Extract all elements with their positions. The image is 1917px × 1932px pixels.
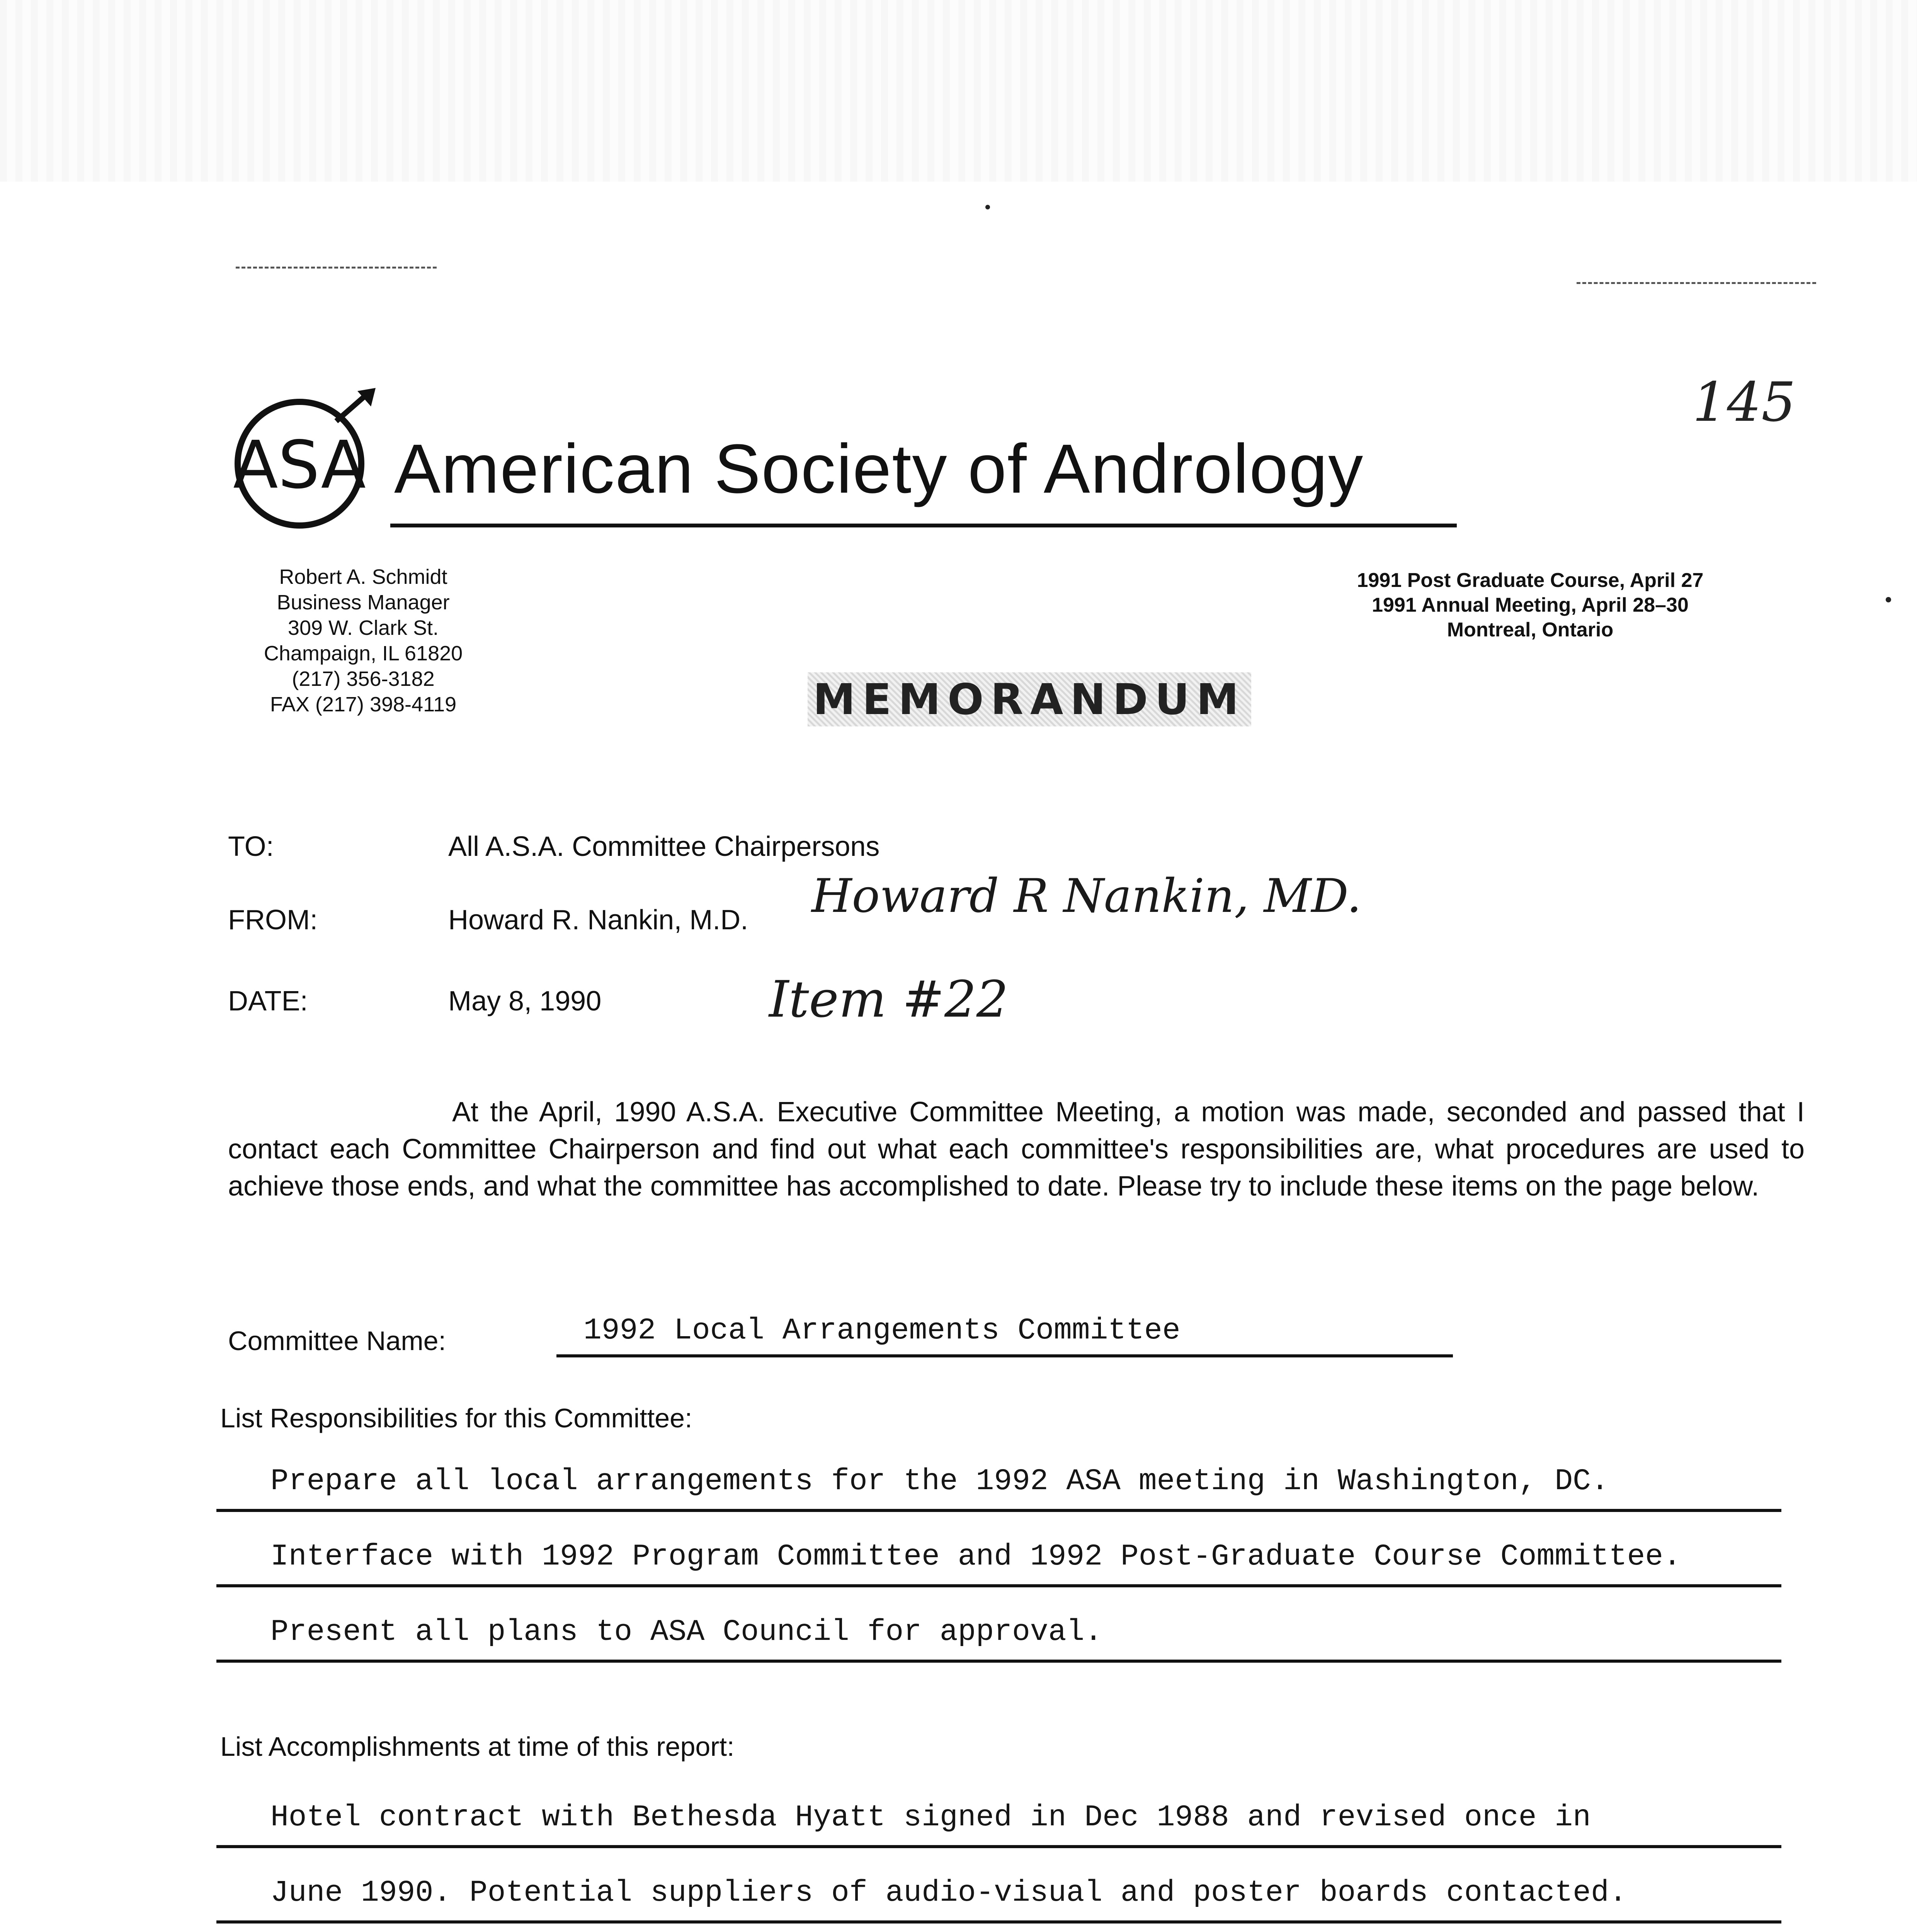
committee-name-label: Committee Name: xyxy=(228,1326,446,1356)
business-manager-address xyxy=(216,564,510,717)
meeting-info-line: 1991 Post Graduate Course, April 27 xyxy=(1357,569,1704,592)
business-manager-line: Champaign, IL 61820 xyxy=(264,642,463,665)
responsibility-rule xyxy=(216,1509,1781,1512)
business-manager-line: Robert A. Schmidt xyxy=(279,565,447,588)
to-label: TO: xyxy=(228,831,274,862)
accomplishment-rule xyxy=(216,1845,1781,1848)
item-number-note: Item #22 xyxy=(769,970,1009,1029)
intro-text: At the April, 1990 A.S.A. Executive Committee Meeting, a motion was made, seconded and passed that I contact each Committee Chairperson and find out what each committee's responsibilities are, what procedures are used to achieve those ends, and what the committee has accomplished to date. Please try to include these items on the page below. xyxy=(228,1097,1805,1202)
responsibility-line: Present all plans to ASA Council for approval. xyxy=(270,1615,1103,1649)
letterhead-rule xyxy=(390,524,1457,527)
asa-logo-text: ASA xyxy=(233,427,366,503)
business-manager-line: FAX (217) 398-4119 xyxy=(270,693,457,716)
business-manager-line: 309 W. Clark St. xyxy=(287,616,439,639)
accomplishment-line: June 1990. Potential suppliers of audio-visual and poster boards contacted. xyxy=(270,1876,1627,1910)
memo-title: MEMORANDUM xyxy=(808,672,1251,726)
intro-paragraph xyxy=(228,1094,1805,1205)
business-manager-line: Business Manager xyxy=(277,591,450,614)
from-value: Howard R. Nankin, M.D. xyxy=(448,905,748,935)
responsibility-rule xyxy=(216,1660,1781,1663)
fax-dash-marks xyxy=(1577,282,1816,284)
responsibility-line: Prepare all local arrangements for the 1992 ASA meeting in Washington, DC. xyxy=(270,1464,1609,1498)
committee-name-value: 1992 Local Arrangements Committee xyxy=(583,1314,1180,1348)
fax-header-noise xyxy=(0,0,1917,182)
from-label: FROM: xyxy=(228,905,318,935)
accomplishment-line: Hotel contract with Bethesda Hyatt signed in Dec 1988 and revised once in xyxy=(270,1801,1591,1835)
scan-speck xyxy=(985,205,990,209)
meeting-info xyxy=(1229,568,1832,642)
committee-name-line xyxy=(556,1354,1453,1357)
meeting-info-line: 1991 Annual Meeting, April 28–30 xyxy=(1372,594,1689,616)
date-value: May 8, 1990 xyxy=(448,986,602,1017)
scan-speck xyxy=(1886,597,1891,602)
business-manager-line: (217) 356-3182 xyxy=(292,667,435,690)
accomplishments-label: List Accomplishments at time of this report: xyxy=(220,1731,735,1762)
from-signature: Howard R Nankin, MD. xyxy=(811,869,1362,923)
fax-dash-marks xyxy=(236,267,437,269)
organization-name: American Society of Andrology xyxy=(394,430,1364,508)
accomplishment-rule xyxy=(216,1920,1781,1923)
responsibility-line: Interface with 1992 Program Committee and 1992 Post-Graduate Course Committee. xyxy=(270,1540,1681,1574)
date-label: DATE: xyxy=(228,986,308,1017)
asa-logo xyxy=(232,386,379,533)
meeting-info-line: Montreal, Ontario xyxy=(1447,619,1614,641)
responsibility-rule xyxy=(216,1584,1781,1587)
to-value: All A.S.A. Committee Chairpersons xyxy=(448,831,880,862)
page-number: 145 xyxy=(1692,371,1796,434)
responsibilities-label: List Responsibilities for this Committee: xyxy=(220,1403,692,1433)
